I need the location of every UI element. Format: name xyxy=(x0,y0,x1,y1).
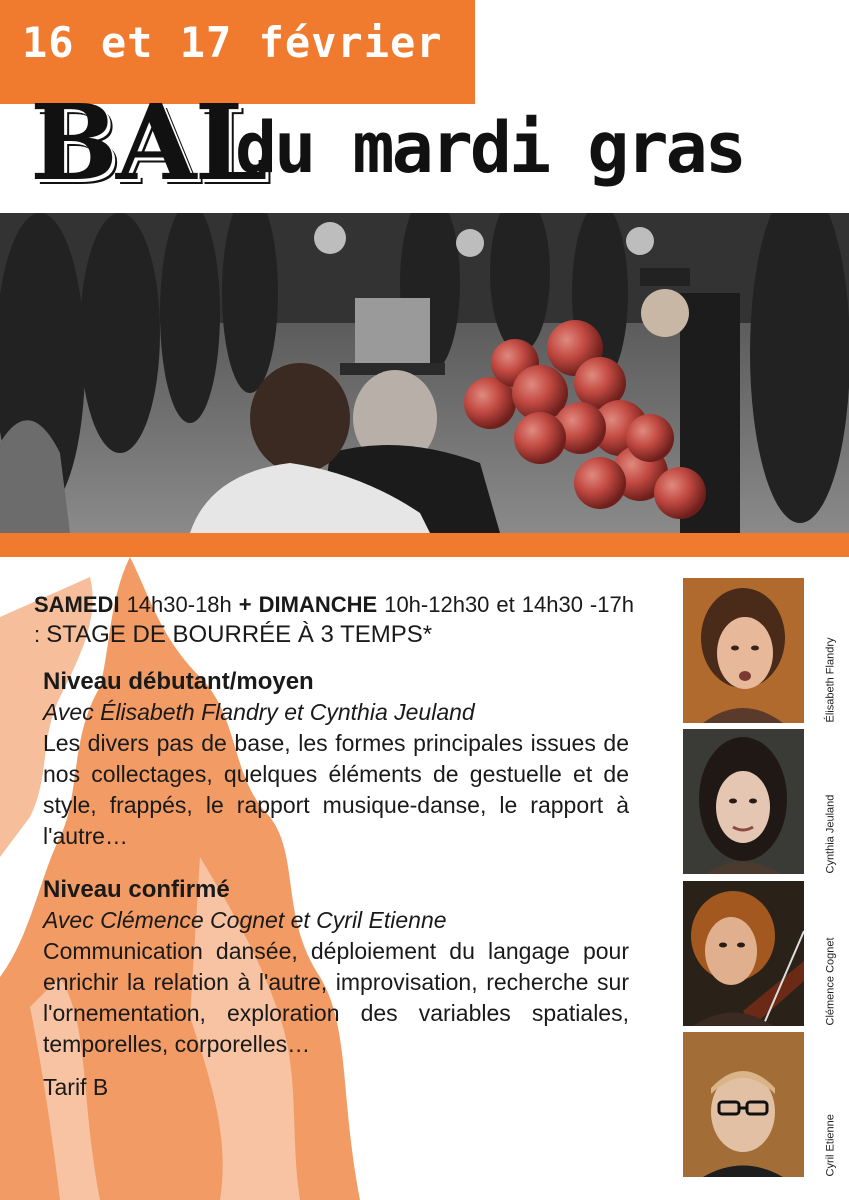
orange-divider xyxy=(0,533,849,557)
time-saturday: 14h30-18h xyxy=(126,592,232,617)
level-title: Niveau confirmé xyxy=(43,876,230,903)
portrait-cyril-etienne xyxy=(683,1032,804,1177)
portrait-label: Cynthia Jeuland xyxy=(824,794,837,874)
level-teachers: Avec Clémence Cognet et Cyril Etienne xyxy=(43,907,447,933)
level-description: Communication dansée, déploiement du langage pour enrichir la relation à l'autre, improvisation, recherche sur l'ornementation, exploration des variables spatiales, temporelles, corporelles… xyxy=(43,938,629,1057)
portrait-label: Cyril Etienne xyxy=(824,1114,837,1177)
dance-photo xyxy=(0,213,849,533)
level-description: Les divers pas de base, les formes principales issues de nos collectages, quelques éléments de gestuelle et de style, frappés, le rapport musique-danse, le rapport à l'autre… xyxy=(43,730,629,849)
portrait-label: Élisabeth Flandry xyxy=(824,637,837,723)
stage-title: STAGE DE BOURRÉE À 3 TEMPS* xyxy=(46,621,433,648)
schedule-text xyxy=(34,590,634,650)
plus-sign: + xyxy=(238,592,252,617)
portrait-elisabeth-flandry xyxy=(683,578,804,723)
level-teachers: Avec Élisabeth Flandry et Cynthia Jeuland xyxy=(43,699,475,725)
event-date: 16 et 17 février xyxy=(22,18,443,67)
title-subtitle: du mardi gras xyxy=(235,107,744,189)
time-sunday: 10h-12h30 et 14h30 -17h : xyxy=(34,592,634,647)
level-advanced xyxy=(34,874,629,1060)
title-bal: BAL xyxy=(30,81,266,204)
day-saturday: SAMEDI xyxy=(34,592,120,617)
day-sunday: DIMANCHE xyxy=(258,592,378,617)
level-title: Niveau débutant/moyen xyxy=(43,668,314,695)
portrait-cynthia-jeuland xyxy=(683,729,804,874)
portrait-clemence-cognet xyxy=(683,881,804,1026)
content-block xyxy=(34,590,634,1101)
event-title xyxy=(30,81,840,204)
level-beginner xyxy=(34,666,629,852)
price-tier: Tarif B xyxy=(43,1074,109,1100)
portrait-label: Clémence Cognet xyxy=(824,937,837,1026)
